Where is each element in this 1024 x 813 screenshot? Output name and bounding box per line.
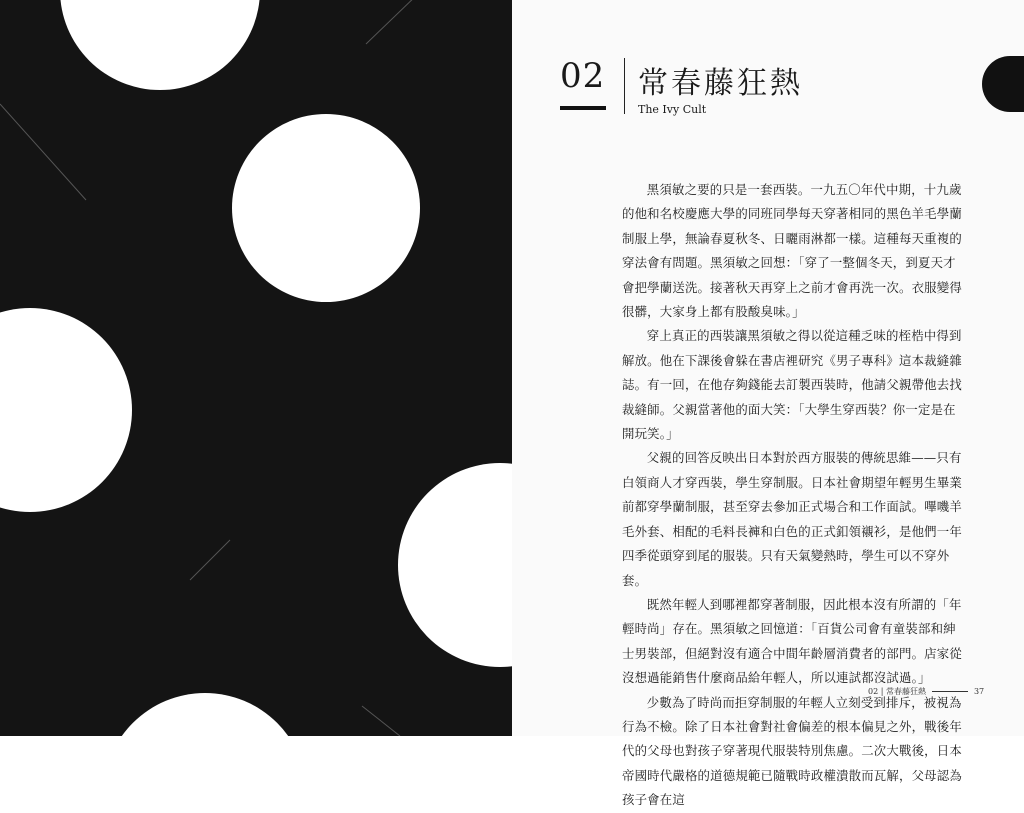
diagonal-line-2 bbox=[0, 104, 86, 200]
paragraph: 少數為了時尚而拒穿制服的年輕人立刻受到排斥，被視為行為不檢。除了日本社會對社會偏差的根本偏見之外，戰後年代的父母也對孩子穿著現代服裝特別焦慮。二次大戰後，日本帝國時代嚴格的道德規範已隨戰時政權潰散而瓦解，父母認為孩子會在這 bbox=[622, 694, 962, 808]
chapter-subtitle: The Ivy Cult bbox=[638, 103, 707, 116]
paragraph: 父親的回答反映出日本對於西方服裝的傳統思維——只有白領商人才穿西裝，學生穿制服。日本社會期望年輕男生畢業前都穿學蘭制服，甚至穿去參加正式場合和工作面試。嗶嘰羊毛外套、相配的毛料長褲和白色的正式釦領襯衫，是他們一年四季從頭穿到尾的服裝。只有天氣變熱時，學生可以不穿外套。 bbox=[622, 450, 962, 588]
paragraph: 黑須敏之要的只是一套西裝。一九五〇年代中期，十九歲的他和名校慶應大學的同班同學每天穿著相同的黑色羊毛學蘭制服上學，無論春夏秋冬、日曬雨淋都一樣。這種每天重複的穿法會有問題。黑須敏之回想：「穿了一整個冬天，到夏天才會把學蘭送洗。接著秋天再穿上之前才會再洗一次。衣服變得很髒，大家身上都有股酸臭味。」 bbox=[622, 182, 962, 320]
footer-rule bbox=[932, 691, 968, 692]
chapter-number: 02 bbox=[560, 56, 606, 96]
dot-middle-left bbox=[0, 308, 132, 512]
paragraph: 穿上真正的西裝讓黑須敏之得以從這種乏味的桎梏中得到解放。他在下課後會躲在書店裡研究《男子專科》這本裁縫雜誌。有一回，在他存夠錢能去訂製西裝時，他請父親帶他去找裁縫師。父親當著他的面大笑：「大學生穿西裝？你一定是在開玩笑。」 bbox=[622, 328, 962, 442]
polka-dot-illustration bbox=[0, 0, 512, 736]
polka-dot-pattern bbox=[0, 0, 512, 736]
paragraph: 既然年輕人到哪裡都穿著制服，因此根本沒有所謂的「年輕時尚」存在。黑須敏之回憶道：「百貨公司會有童裝部和紳士男裝部，但絕對沒有適合中間年齡層消費者的部門。店家從沒想過能銷售什麼商品給年輕人，所以連試都沒試過。」 bbox=[622, 596, 962, 686]
footer-chapter-ref: 02 | 常春藤狂熱 bbox=[868, 687, 926, 696]
page-number: 37 bbox=[973, 687, 985, 696]
dot-upper-right bbox=[232, 114, 420, 302]
dot-top bbox=[60, 0, 260, 90]
page-footer bbox=[868, 686, 984, 697]
chapter-title: 常春藤狂熱 bbox=[638, 66, 803, 101]
dot-bottom bbox=[103, 693, 307, 736]
diagonal-line-1 bbox=[366, 0, 420, 44]
chapter-heading-divider bbox=[624, 58, 625, 114]
body-text bbox=[622, 178, 968, 813]
diagonal-line-3 bbox=[190, 540, 230, 580]
dot-lower-right bbox=[398, 463, 512, 667]
diagonal-line-4 bbox=[362, 706, 400, 736]
chapter-number-underline bbox=[560, 106, 606, 110]
